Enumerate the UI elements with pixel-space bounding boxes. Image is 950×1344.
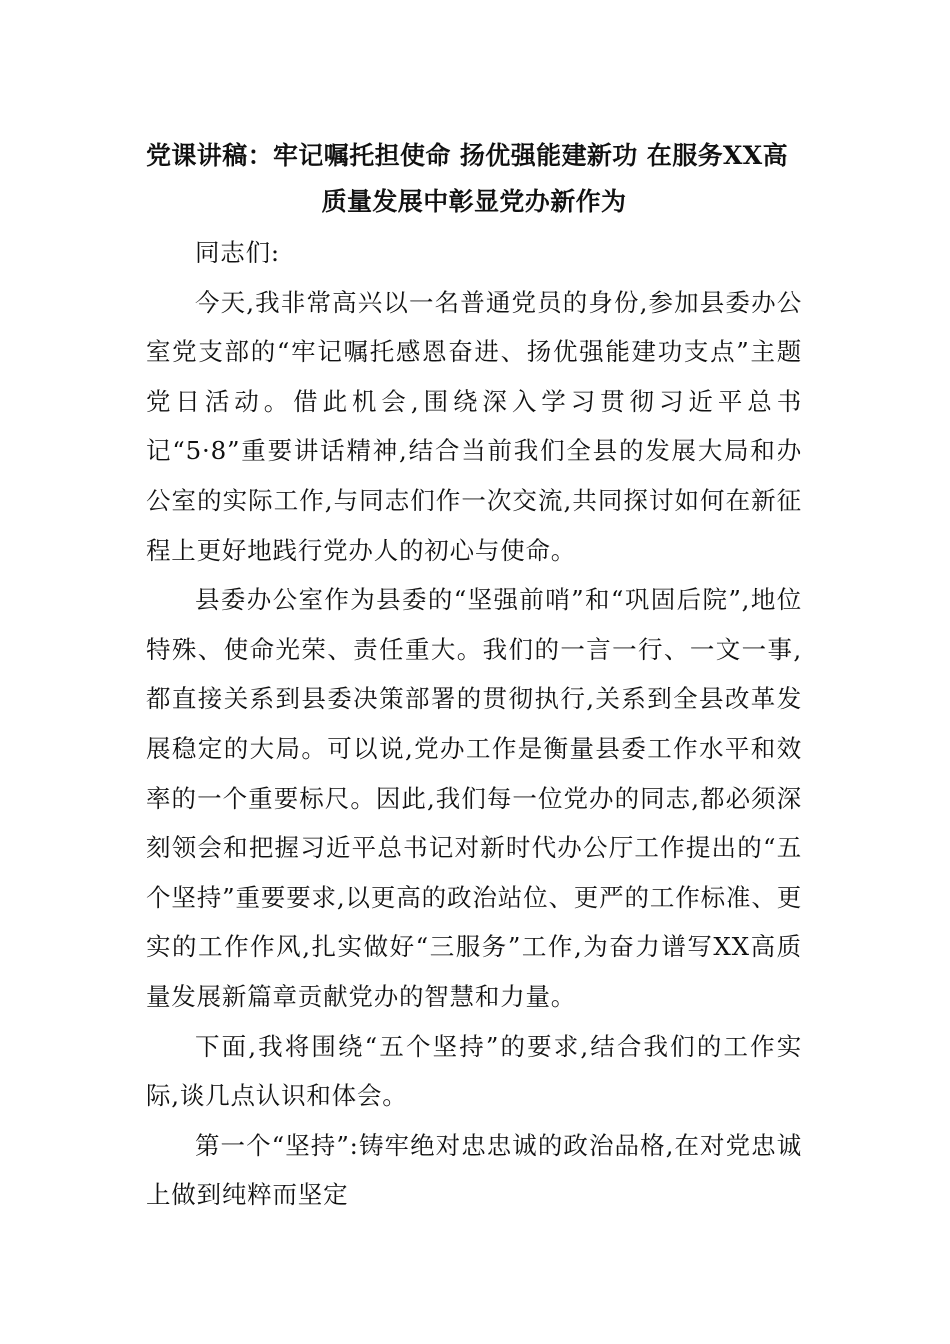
transition-paragraph: 下面,我将围绕“五个坚持”的要求,结合我们的工作实际,谈几点认识和体会。 (146, 1031, 802, 1111)
title-line-1: 党课讲稿：牢记嘱托担使命 扬优强能建新功 在服务XX高 (146, 141, 789, 170)
title-line-2: 质量发展中彰显党办新作为 (321, 187, 627, 216)
section-heading-paragraph: 第一个“坚持”:铸牢绝对忠忠诚的政治品格,在对党忠诚上做到纯粹而坚定 (146, 1130, 802, 1210)
office-role-paragraph: 县委办公室作为县委的“坚强前哨”和“巩固后院”,地位特殊、使命光荣、责任重大。我们的一言一行、一文一事,都直接关系到县委决策部署的贯彻执行,关系到全县改革发展稳定的大局。可以说,党办工作是衡量县委工作水平和效率的一个重要标尺。因此,我们每一位党办的同志,都必须深刻领会和把握习近平总书记对新时代办公厅工作提出的“五个坚持”重要要求,以更高的政治站位、更严的工作标准、更实的工作作风,扎实做好“三服务”工作,为奋力谱写XX高质量发展新篇章贡献党办的智慧和力量。 (146, 585, 802, 1011)
salutation-paragraph: 同志们: (195, 238, 280, 267)
document-title (146, 133, 802, 225)
intro-paragraph: 今天,我非常高兴以一名普通党员的身份,参加县委办公室党支部的“牢记嘱托感恩奋进、扬优强能建功支点”主题党日活动。借此机会,围绕深入学习贯彻习近平总书记“5·8”重要讲话精神,结合当前我们全县的发展大局和办公室的实际工作,与同志们作一次交流,共同探讨如何在新征程上更好地践行党办人的初心与使命。 (146, 287, 802, 565)
document-body (146, 228, 802, 1220)
